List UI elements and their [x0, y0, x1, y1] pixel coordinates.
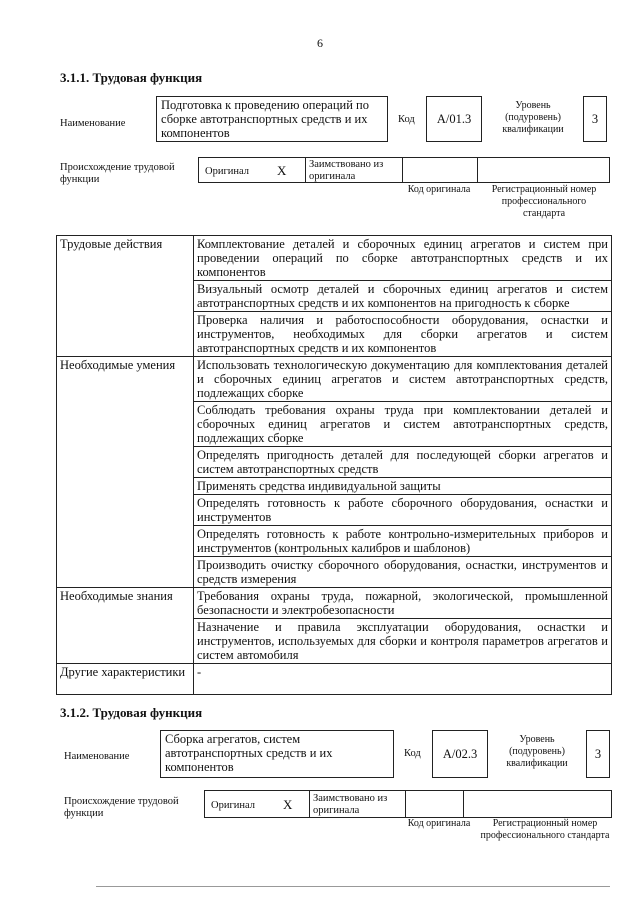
other-header: Другие характеристики	[57, 664, 194, 695]
borrowed-label: Заимствовано из оригинала	[313, 793, 388, 816]
skill-item: Определять готовность к работе контрольно-измерительных приборов и инструментов (контрольных калибров и шаблонов)	[194, 526, 612, 557]
reg-number-caption: Регистрационный номер профессионального стандарта	[480, 818, 610, 841]
name-label: Наименование	[64, 751, 130, 762]
function-name-box: Сборка агрегатов, систем автотранспортных средств и их компонентов	[160, 730, 394, 778]
page-bottom-rule	[96, 886, 610, 887]
origin-label: Происхождение трудовой функции	[60, 162, 175, 185]
function-name-box: Подготовка к проведению операций по сборке автотранспортных средств и их компонентов	[156, 96, 388, 142]
level-label: Уровень (подуровень) квалификации	[502, 100, 564, 135]
code-label: Код	[398, 114, 415, 125]
code-original-caption: Код оригинала	[407, 818, 471, 829]
origin-row	[198, 157, 610, 183]
actions-header: Трудовые действия	[57, 236, 194, 357]
knowledge-header: Необходимые знания	[57, 588, 194, 664]
skill-item: Производить очистку сборочного оборудования, оснастки, инструментов и средств измерения	[194, 557, 612, 588]
skill-item: Определять готовность к работе сборочного оборудования, оснастки и инструментов	[194, 495, 612, 526]
section-title: 3.1.2. Трудовая функция	[60, 705, 203, 720]
skills-header: Необходимые умения	[57, 357, 194, 588]
code-value-box: А/02.3	[432, 730, 488, 778]
skill-item: Применять средства индивидуальной защиты	[194, 478, 612, 495]
reg-number-caption: Регистрационный номер профессионального стандарта	[491, 184, 597, 219]
origin-label: Происхождение трудовой функции	[64, 796, 179, 819]
code-value-box: А/01.3	[426, 96, 482, 142]
action-item: Комплектование деталей и сборочных единиц агрегатов и систем при проведении операций по сборке автотранспортных средств и их компонентов	[194, 236, 612, 281]
skill-item: Использовать технологическую документацию для комплектования деталей и сборочных единиц агрегатов и систем автотранспортных средств, подлежащих сборке	[194, 357, 612, 402]
code-label: Код	[404, 748, 421, 759]
original-label: Оригинал	[211, 800, 255, 811]
level-value-box: 3	[583, 96, 607, 142]
name-label: Наименование	[60, 118, 126, 129]
level-value-box: 3	[586, 730, 610, 778]
function-details-table	[56, 235, 612, 695]
section-title: 3.1.1. Трудовая функция	[60, 70, 203, 85]
original-label: Оригинал	[205, 166, 249, 177]
original-mark: X	[277, 163, 287, 178]
knowledge-item: Требования охраны труда, пожарной, экологической, промышленной безопасности и электробезопасности	[194, 588, 612, 619]
level-label: Уровень (подуровень) квалификации	[506, 734, 568, 769]
action-item: Проверка наличия и работоспособности оборудования, оснастки и инструментов, необходимых для сборки агрегатов и систем автотранспортных средств и их компонентов	[194, 312, 612, 357]
knowledge-item: Назначение и правила эксплуатации оборудования, оснастки и инструментов, используемых для сборки и контроля параметров агрегатов и систем автомобиля	[194, 619, 612, 664]
skill-item: Определять пригодность деталей для последующей сборки агрегатов и систем автотранспортных средств	[194, 447, 612, 478]
skill-item: Соблюдать требования охраны труда при комплектовании деталей и сборочных единиц агрегатов и систем автотранспортных средств, подлежащих сборке	[194, 402, 612, 447]
code-original-caption: Код оригинала	[407, 184, 471, 195]
original-mark: X	[283, 797, 293, 812]
other-value: -	[194, 664, 612, 695]
borrowed-label: Заимствовано из оригинала	[309, 159, 384, 182]
action-item: Визуальный осмотр деталей и сборочных единиц агрегатов и систем автотранспортных средств и их компонентов на пригодность к сборке	[194, 281, 612, 312]
origin-row	[204, 790, 612, 818]
page-number: 6	[317, 36, 323, 50]
